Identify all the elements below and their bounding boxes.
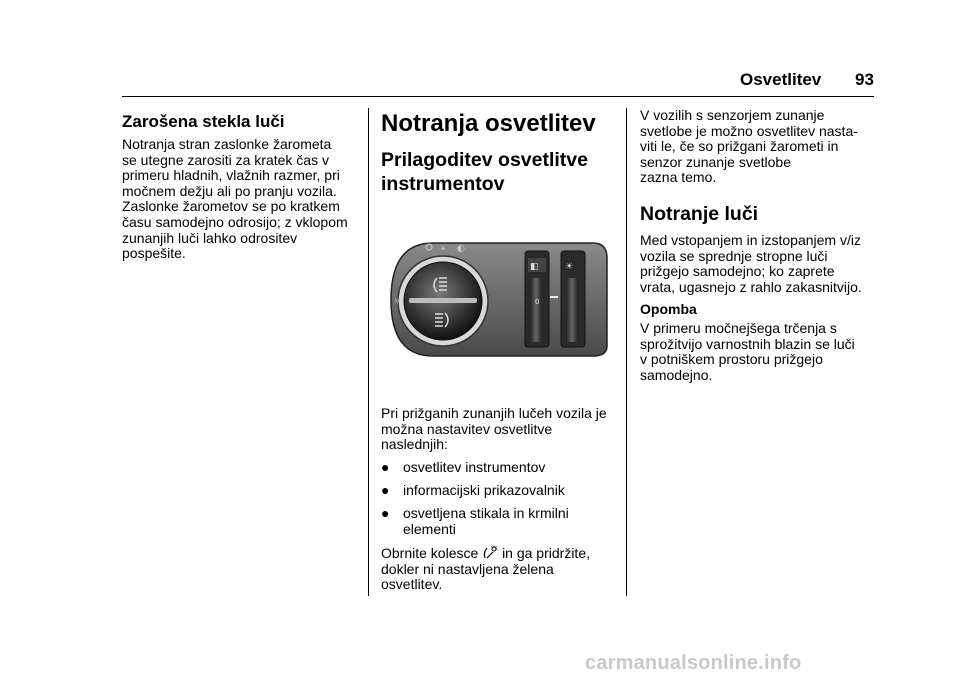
parking-light-icon: ⚹: [441, 243, 446, 252]
fogged-lamps-text: Notranja stran zaslonke žarometa se utegne zarositi za kratek čas v primeru hladnih, vlažnih razmer, pri močnem dežju ali po pranju vozila. Zaslonke žarometov se po kratkem času samodejno odrosijo; z vklopom zunanjih luči lahko odrositev pospešite.: [122, 136, 348, 262]
thumbwheel-zero-label: 0: [535, 298, 540, 306]
column-divider-1: [368, 108, 369, 596]
bullet-dot-icon: ●: [381, 482, 390, 498]
light-switch-illustration: [381, 238, 611, 360]
interior-lights-text: Med vstopanjem in izstopanjem v/iz vozila se sprednje stropne luči prižgejo samodejno; ko zaprete vrata, ugasnejo z rahlo zakasnitvijo.: [640, 232, 862, 295]
note-label: Opomba: [640, 301, 697, 317]
instrument-brightness-icon: [482, 545, 498, 561]
auto-light-icon: ☼: [393, 297, 402, 307]
note-text: V primeru močnejšega trčenja s sprožitvijo varnostnih blazin se luči v potniškem prostoru prižgejo samodejno.: [640, 320, 855, 383]
bullet-dot-icon: ●: [381, 505, 390, 521]
divider-dash: [550, 296, 558, 298]
knob-indicator: [409, 298, 477, 303]
instrument-illumination-icon: ☀: [565, 262, 574, 272]
instrument-outro-text: Obrnite kolesce in ga pridržite, dokler ni nastavljena želena osvetlitev.: [381, 545, 590, 593]
running-header-title: Osvetlitev: [740, 70, 822, 89]
sensor-note-text: V vozilih s senzorjem zunanje svetlobe je možno osvetlitev nasta- viti le, če so prižgani žarometi in senzor zunanje svetlobe zazna temo.: [640, 107, 858, 186]
watermark: carmanualsonline.info: [585, 652, 802, 674]
subheading-instrument-illumination: Prilagoditev osvetlitve instrumentov: [381, 149, 588, 195]
section-heading-fogged-lamps: Zarošena stekla luči: [122, 112, 285, 131]
instrument-intro-text: Pri prižganih zunanjih lučeh vozila je možna nastavitev osvetlitve naslednjih:: [381, 405, 607, 453]
page-number: 93: [855, 70, 874, 89]
low-beam-icon: ◐: [457, 244, 465, 254]
svg-text:◧: ◧: [530, 262, 539, 272]
instrument-illumination-thumbwheel[interactable]: [566, 278, 578, 342]
section-heading-interior-lighting: Notranja osvetlitev: [381, 110, 596, 137]
bullet-dot-icon: ●: [381, 459, 390, 475]
section-heading-interior-lights: Notranje luči: [640, 203, 759, 225]
header-rule: [122, 96, 874, 97]
headlight-range-thumbwheel[interactable]: [530, 278, 542, 342]
